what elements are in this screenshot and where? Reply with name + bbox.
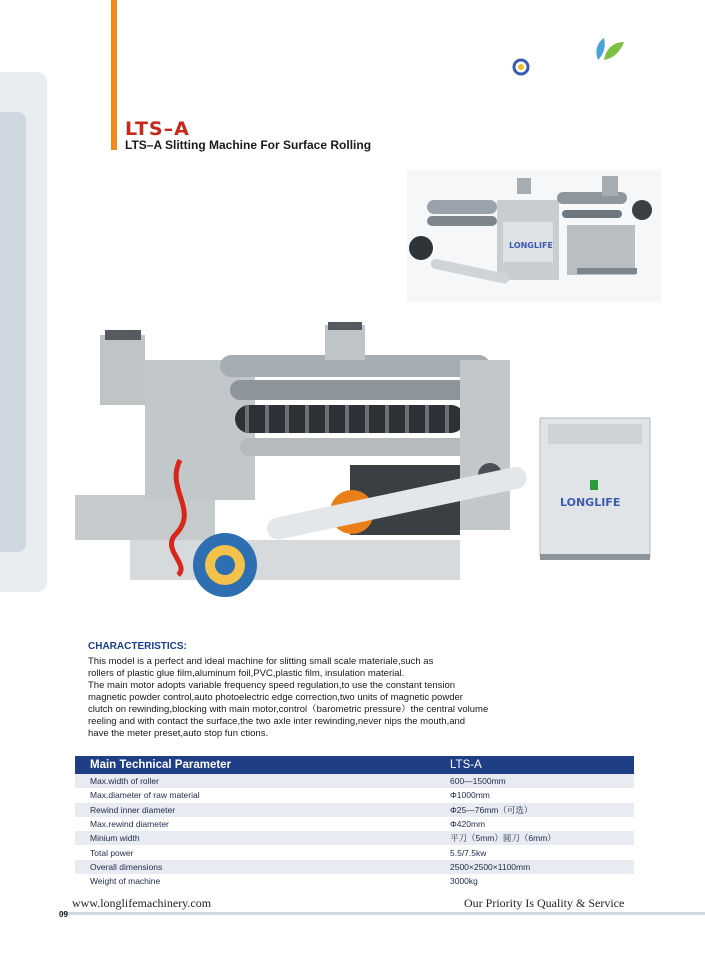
svg-text:LONGLIFE: LONGLIFE: [560, 496, 621, 509]
characteristics-heading: CHARACTERISTICS:: [88, 641, 187, 652]
spec-param: Weight of machine: [90, 876, 161, 887]
footer-divider: [60, 912, 705, 915]
characteristics-line: rollers of plastic glue film,aluminum foil,PVC,plastic film, insulation material.: [88, 668, 405, 679]
table-row: [75, 874, 634, 888]
table-row: [75, 817, 634, 831]
spec-header-model: LTS-A: [450, 759, 482, 771]
spec-value: Φ420mm: [450, 819, 486, 830]
spec-param: Max.rewind diameter: [90, 819, 169, 830]
side-panel-inner-decoration: [0, 112, 26, 552]
characteristics-line: The main motor adopts variable frequency speed regulation,to use the constant tension: [88, 680, 456, 691]
spec-table-header: [75, 756, 634, 774]
table-row: [75, 831, 634, 845]
company-slogan: Our Priority Is Quality & Service: [464, 896, 625, 910]
leaf-icon: [590, 36, 630, 62]
characteristics-line: magnetic powder control,auto photoelectric edge correction,two units of magnetic powder: [88, 692, 463, 703]
page-number: 09: [59, 910, 68, 919]
table-row: [75, 860, 634, 874]
spec-value: 5.5/7.5kw: [450, 847, 487, 858]
page-subtitle: LTS–A Slitting Machine For Surface Rolling: [125, 138, 372, 152]
characteristics-line: This model is a perfect and ideal machine for slitting small scale materiale,such as: [88, 656, 434, 667]
spec-value: 600—1500mm: [450, 776, 506, 787]
spec-param: Overall dimensions: [90, 861, 163, 872]
spec-value: 2500×2500×1100mm: [450, 861, 531, 872]
orange-accent-bar: [111, 0, 117, 150]
spec-value: 3000kg: [450, 876, 478, 887]
spec-header-param: Main Technical Parameter: [90, 759, 232, 771]
characteristics-line: clutch on rewinding,blocking with main motor,control（barometric pressure）the central volume: [88, 704, 489, 715]
table-row: [75, 803, 634, 817]
website-link[interactable]: www.longlifemachinery.com: [72, 896, 212, 910]
table-row: [75, 774, 634, 788]
spec-value: 平刀（5mm）圆刀（6mm）: [450, 833, 556, 844]
brand-logo: [512, 30, 642, 90]
spec-value: Φ1000mm: [450, 790, 490, 801]
characteristics-line: have the meter preset,auto stop fun ctions.: [88, 728, 269, 739]
spec-param: Max.diameter of raw material: [90, 790, 200, 801]
svg-text:LONGLIFE: LONGLIFE: [509, 241, 553, 250]
characteristics-line: reeling and with contact the surface,the two axle inter rewinding,never nips the mouth,and: [88, 716, 466, 727]
machine-photo-main: [70, 320, 660, 610]
page-title: LTS–A: [125, 118, 190, 140]
machine-photo-rear: [407, 170, 661, 302]
spec-value: Φ25—76mm（可选）: [450, 804, 533, 815]
characteristics-text: [88, 656, 558, 740]
table-row: [75, 845, 634, 859]
table-row: [75, 788, 634, 802]
globe-icon: [512, 58, 530, 76]
spec-param: Max.width of roller: [90, 776, 159, 787]
spec-table: [75, 756, 634, 888]
spec-param: Rewind inner diameter: [90, 804, 176, 815]
spec-param: Minium width: [90, 833, 140, 844]
spec-param: Total power: [90, 847, 134, 858]
